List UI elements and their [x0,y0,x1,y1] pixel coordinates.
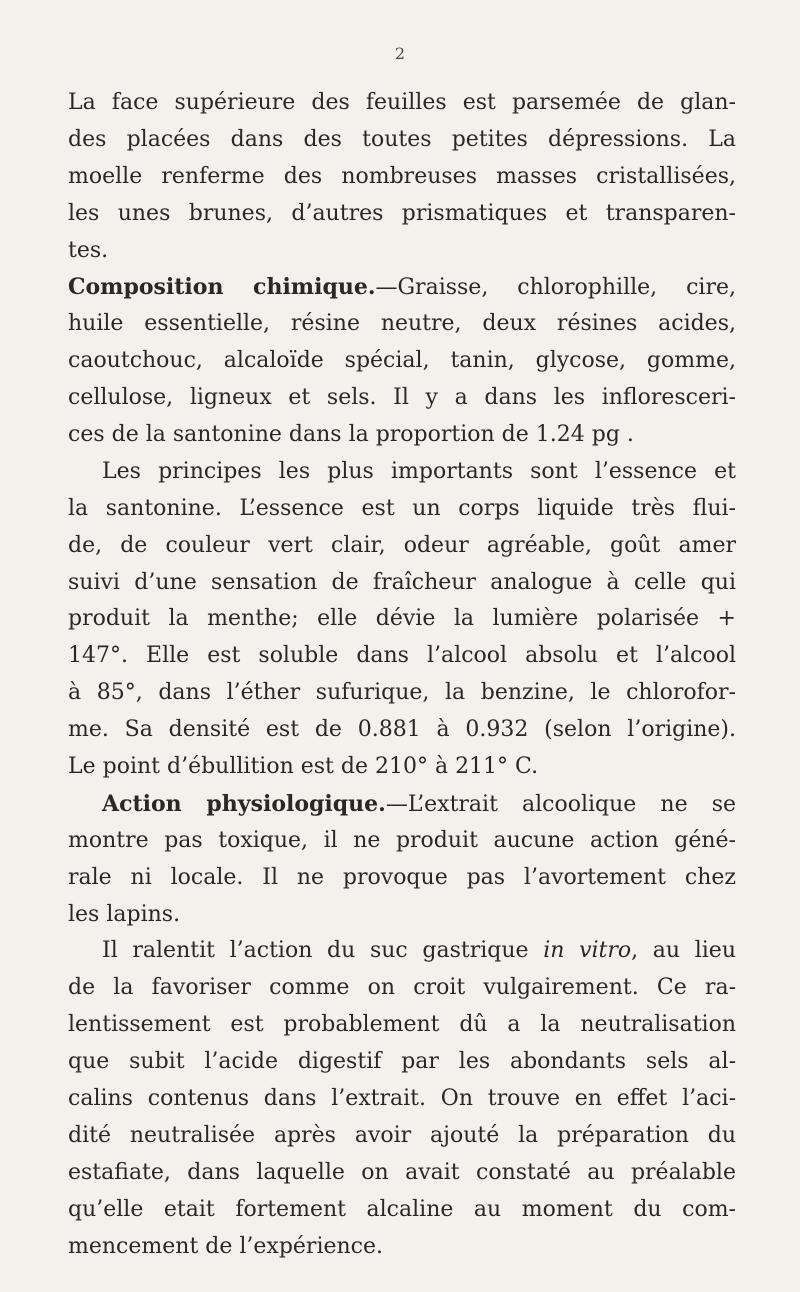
text-line [68,786,736,823]
body-text [68,85,736,1266]
text-run: Il ralentit l’action du suc gastrique [102,938,544,964]
text-line: suivi d’une sensation de fraîcheur analogue à celle qui [68,569,736,595]
page-number: 2 [394,44,406,63]
paragraph-physiological-action [68,786,736,934]
text-line: calins contenus dans l’extrait. On trouve en effet l’aci- [68,1086,736,1112]
text-line: ces de la santonine dans la proportion de 1.24 pg . [68,422,634,448]
text-line: mencement de l’expérience. [68,1233,384,1259]
text-line: La face supérieure des feuilles est parsemée de glan- [68,90,736,115]
paragraph-glands [68,85,736,269]
text-line: dité neutralisée après avoir ajouté la préparation du [68,1122,736,1148]
text-run: —Graisse, chlorophille, cire, [375,275,736,301]
text-line: que subit l’acide digestif par les abondants sels al- [68,1049,736,1075]
text-line: lentissement est probablement dû a la neutralisation [68,1012,736,1038]
text-line [68,269,736,306]
text-line: caoutchouc, alcaloïde spécial, tanin, glycose, gomme, [68,348,736,374]
paragraph-chemical-composition [68,269,736,453]
text-line [68,933,736,970]
text-line: Le point d’ébullition est de 210° à 211° C. [68,754,539,780]
text-run: —L’extrait alcoolique ne se [385,791,737,817]
text-line: me. Sa densité est de 0.881 à 0.932 (selon l’origine). [68,717,736,743]
paragraph-principles [68,454,736,786]
text-line: les lapins. [68,901,181,927]
text-line: montre pas toxique, il ne produit aucune action géné- [68,827,736,853]
section-heading-physiological: Action physiologique. [102,790,386,817]
text-line: Les principes les plus importants sont l’essence et [102,458,736,484]
text-line: de la favoriser comme on croit vulgairement. Ce ra- [68,975,736,1001]
italic-term: in vitro [543,938,632,964]
text-line: cellulose, ligneux et sels. Il y a dans les infloresceri- [68,385,736,411]
text-line: des placées dans des toutes petites dépressions. La [68,126,736,152]
text-line: huile essentielle, résine neutre, deux résines acides, [68,311,736,337]
text-line: 147°. Elle est soluble dans l’alcool absolu et l’alcool [68,643,736,669]
text-line: produit la menthe; elle dévie la lumière polarisée + [68,606,736,632]
text-line: rale ni locale. Il ne provoque pas l’avortement chez [68,864,736,890]
text-line: qu’elle etait fortement alcaline au moment du com- [68,1196,736,1222]
section-heading-composition: Composition chimique. [68,274,376,301]
text-line: de, de couleur vert clair, odeur agréable, goût amer [68,532,736,558]
text-line: moelle renferme des nombreuses masses cristallisées, [68,163,736,189]
text-run: , au lieu [631,938,736,964]
text-line: tes. [68,237,109,263]
text-line: les unes brunes, d’autres prismatiques et transparen- [68,200,736,226]
text-line: estafiate, dans laquelle on avait constaté au préalable [68,1159,736,1185]
text-line: à 85°, dans l’éther sufurique, la benzine, le chlorofor- [68,680,736,706]
text-line: la santonine. L’essence est un corps liquide très flui- [68,495,736,521]
paragraph-gastric [68,933,736,1265]
